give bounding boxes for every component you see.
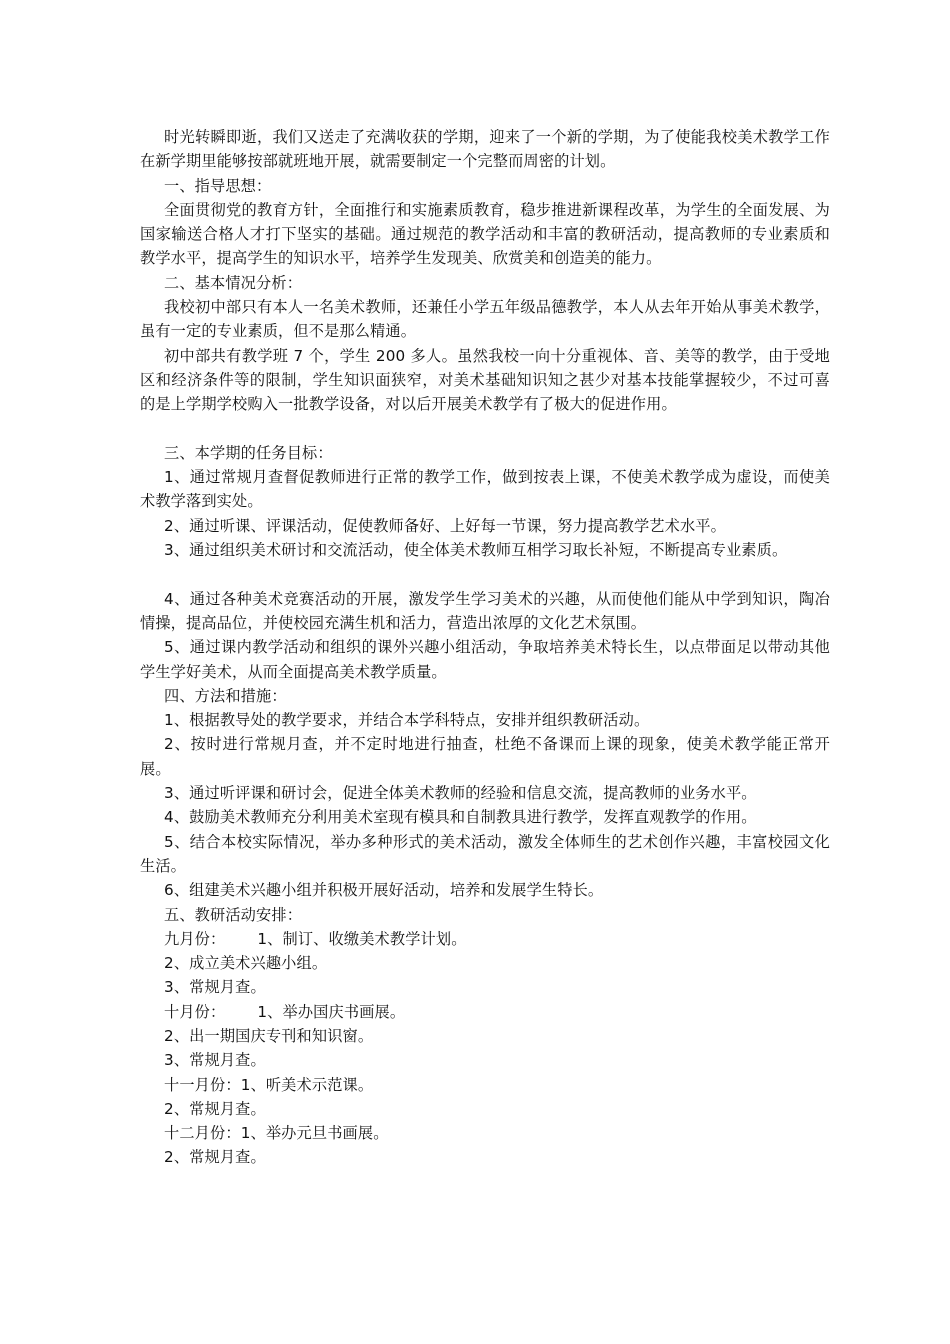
month-label: 十二月份： — [164, 1124, 241, 1143]
section-heading-methods: 四、方法和措施： — [164, 686, 287, 705]
section-heading-basic-situation: 二、基本情况分析： — [164, 273, 303, 292]
paragraph: 全面贯彻党的教育方针，全面推行和实施素质教育，稳步推进新课程改革，为学生的全面发展、为国家输送合格人才打下坚实的基础。通过规范的教学活动和丰富的教研活动，提高教师的专业素质和教学水平，提高学生的知识水平，培养学生发现美、欣赏美和创造美的能力。 — [140, 200, 830, 268]
list-item: 2、通过听课、评课活动，促使教师备好、上好每一节课，努力提高教学艺术水平。 — [164, 516, 726, 535]
schedule-item: 1、制订、收缴美术教学计划。 — [257, 929, 467, 948]
schedule-item: 3、常规月查。 — [164, 1051, 266, 1070]
schedule-row-september — [140, 927, 830, 951]
paragraph: 我校初中部只有本人一名美术教师，还兼任小学五年级品德教学，本人从去年开始从事美术教学，虽有一定的专业素质，但不是那么精通。 — [140, 298, 830, 341]
document-body — [140, 125, 830, 1170]
paragraph: 初中部共有教学班 7 个，学生 200 多人。虽然我校一向十分重视体、音、美等的教学，由于受地区和经济条件等的限制，学生知识面狭窄，对美术基础知识知之甚少对基本技能掌握较少，不过可喜的是上学期学校购入一批教学设备，对以后开展美术教学有了极大的促进作用。 — [140, 346, 830, 414]
list-item: 5、通过课内教学活动和组织的课外兴趣小组活动，争取培养美术特长生，以点带面足以带动其他学生学好美术，从而全面提高美术教学质量。 — [140, 638, 830, 681]
list-item: 3、通过组织美术研讨和交流活动，使全体美术教师互相学习取长补短，不断提高专业素质。 — [164, 541, 788, 560]
schedule-item: 2、出一期国庆专刊和知识窗。 — [164, 1026, 374, 1045]
schedule-item: 2、常规月查。 — [164, 1099, 266, 1118]
list-item: 2、按时进行常规月查，并不定时地进行抽查，杜绝不备课而上课的现象，使美术教学能正常开展。 — [140, 735, 830, 778]
schedule-item: 1、听美术示范课。 — [240, 1075, 374, 1094]
schedule-item: 1、举办国庆书画展。 — [257, 1002, 406, 1021]
intro-paragraph: 时光转瞬即逝，我们又送走了充满收获的学期，迎来了一个新的学期，为了使能我校美术教学工作在新学期里能够按部就班地开展，就需要制定一个完整而周密的计划。 — [140, 128, 830, 171]
list-item: 4、通过各种美术竞赛活动的开展，激发学生学习美术的兴趣，从而使他们能从中学到知识，陶冶情操，提高品位，并使校园充满生机和活力，营造出浓厚的文化艺术氛围。 — [140, 589, 830, 632]
section-heading-task-goals: 三、本学期的任务目标： — [164, 443, 333, 462]
schedule-item: 1、举办元旦书画展。 — [240, 1124, 389, 1143]
month-label: 十一月份： — [164, 1075, 241, 1094]
list-item: 1、通过常规月查督促教师进行正常的教学工作，做到按表上课，不使美术教学成为虚设，而使美术教学落到实处。 — [140, 468, 830, 511]
schedule-row-december — [140, 1121, 830, 1145]
list-item: 3、通过听评课和研讨会，促进全体美术教师的经验和信息交流，提高教师的业务水平。 — [164, 784, 757, 803]
schedule-item: 3、常规月查。 — [164, 978, 266, 997]
month-label: 九月份： — [164, 929, 226, 948]
schedule-item: 2、成立美术兴趣小组。 — [164, 954, 328, 973]
list-item: 5、结合本校实际情况，举办多种形式的美术活动，激发全体师生的艺术创作兴趣，丰富校园文化生活。 — [140, 832, 830, 875]
schedule-item: 2、常规月查。 — [164, 1148, 266, 1167]
list-item: 6、组建美术兴趣小组并积极开展好活动，培养和发展学生特长。 — [164, 881, 604, 900]
schedule-row-october — [140, 1000, 830, 1024]
section-heading-guiding-ideology: 一、指导思想： — [164, 176, 272, 195]
list-item: 4、鼓励美术教师充分利用美术室现有模具和自制教具进行教学，发挥直观教学的作用。 — [164, 808, 757, 827]
month-label: 十月份： — [164, 1002, 226, 1021]
schedule-row-november — [140, 1073, 830, 1097]
section-heading-schedule: 五、教研活动安排： — [164, 905, 303, 924]
list-item: 1、根据教导处的教学要求，并结合本学科特点，安排并组织教研活动。 — [164, 711, 650, 730]
